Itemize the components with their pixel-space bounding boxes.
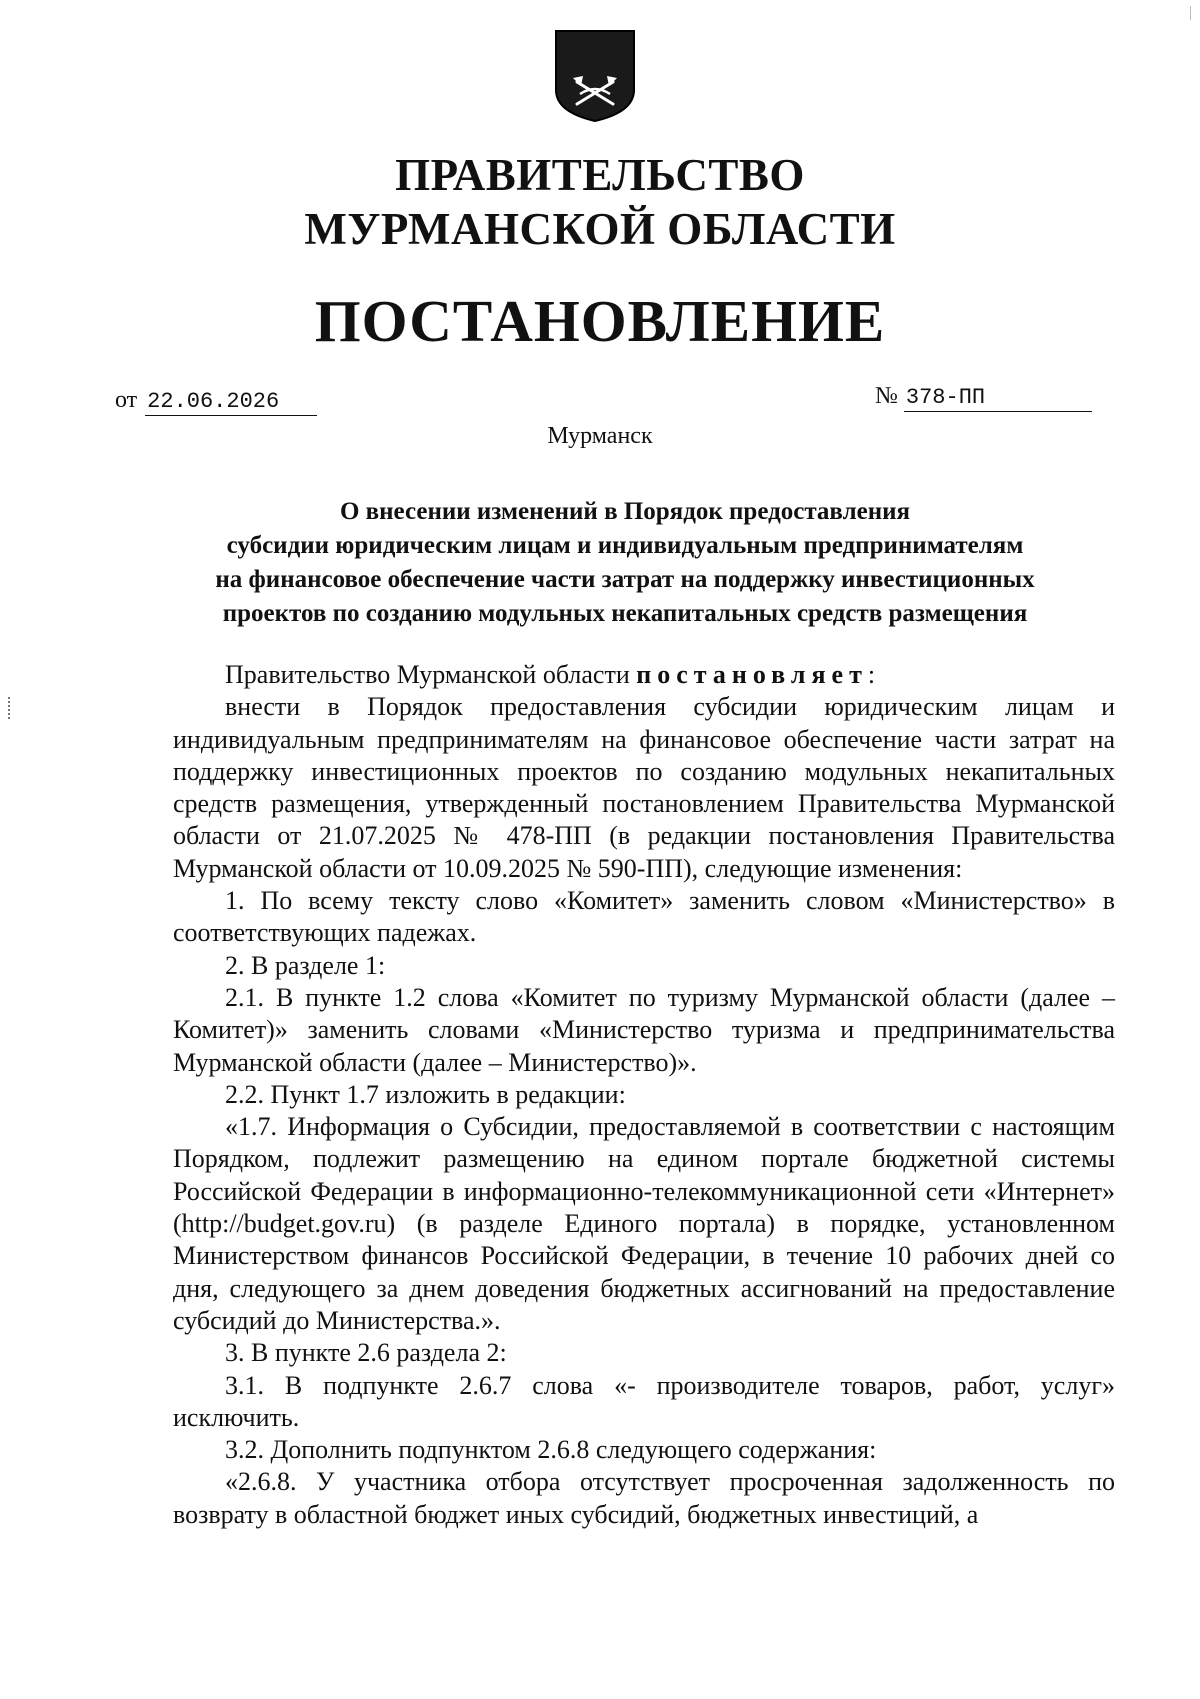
- date-prefix: от: [115, 387, 138, 413]
- body-paragraph: «2.6.8. У участника отбора отсутствует просроченная задолженность по возврату в областной бюджет иных субсидий, бюджетных инвестиций, а: [173, 1467, 1115, 1529]
- margin-mark: [8, 697, 12, 719]
- subject-line: субсидии юридическим лицам и индивидуальным предпринимателям: [226, 532, 1024, 559]
- intro-prefix: Правительство Мурманской области: [225, 660, 637, 689]
- number-row: [875, 383, 1092, 412]
- body-paragraph: 2.2. Пункт 1.7 изложить в редакции:: [225, 1079, 626, 1109]
- subject-line: проектов по созданию модульных некапитальных средств размещения: [222, 600, 1028, 627]
- intro-verb: постановляет: [636, 660, 868, 689]
- scan-mark: [1190, 6, 1191, 20]
- number-prefix: №: [875, 383, 898, 409]
- city: Мурманск: [547, 423, 653, 449]
- document-type: ПОСТАНОВЛЕНИЕ: [314, 288, 886, 354]
- body-paragraph: 2.1. В пункте 1.2 слова «Комитет по туризму Мурманской области (далее – Комитет)» заменить словами «Министерство туризма и предпринимательства Мурманской области (далее – Министерство)».: [173, 982, 1115, 1077]
- coat-of-arms-icon: [553, 28, 637, 124]
- document-body: [173, 659, 1115, 1531]
- document-number: 378-ПП: [904, 385, 1092, 412]
- body-paragraph: 3.2. Дополнить подпунктом 2.6.8 следующего содержания:: [225, 1435, 877, 1465]
- org-title-line-2: МУРМАНСКОЙ ОБЛАСТИ: [304, 204, 896, 254]
- date-row: [115, 387, 317, 416]
- intro-paragraph: [173, 659, 1115, 691]
- document-date: 22.06.2026: [145, 389, 317, 416]
- document-subject: [150, 495, 1100, 631]
- body-paragraph: внести в Порядок предоставления субсидии юридическим лицам и индивидуальным предпринимателям на финансовое обеспечение части затрат на поддержку инвестиционных проектов по созданию модульных некапитальных средств размещения, утвержденный постановлением Правительства Мурманской области от 21.07.2025 № 478-ПП (в редакции постановления Правительства Мурманской области от 10.09.2025 № 590-ПП), следующие изменения:: [173, 692, 1115, 883]
- body-paragraph: 3.1. В подпункте 2.6.7 слова «- производителе товаров, работ, услуг» исключить.: [173, 1370, 1115, 1432]
- body-paragraph: 3. В пункте 2.6 раздела 2:: [225, 1338, 507, 1368]
- subject-line: на финансовое обеспечение части затрат на поддержку инвестиционных: [215, 566, 1035, 593]
- intro-suffix: :: [867, 660, 876, 689]
- body-paragraph: 1. По всему тексту слово «Комитет» заменить словом «Министерство» в соответствующих падежах.: [173, 886, 1115, 948]
- org-title-line-1: ПРАВИТЕЛЬСТВО: [395, 150, 805, 200]
- subject-line: О внесении изменений в Порядок предоставления: [339, 498, 911, 525]
- body-paragraph: «1.7. Информация о Субсидии, предоставляемой в соответствии с настоящим Порядком, подлежит размещению на едином портале бюджетной системы Российской Федерации в информационно-телекоммуникационной сети «Интернет» (http://budget.gov.ru) (в разделе Единого портала) в порядке, установленном Министерством финансов Российской Федерации, в течение 10 рабочих дней со дня, следующего за днем доведения бюджетных ассигнований на предоставление субсидий до Министерства.».: [173, 1112, 1115, 1335]
- body-paragraph: 2. В разделе 1:: [225, 950, 386, 980]
